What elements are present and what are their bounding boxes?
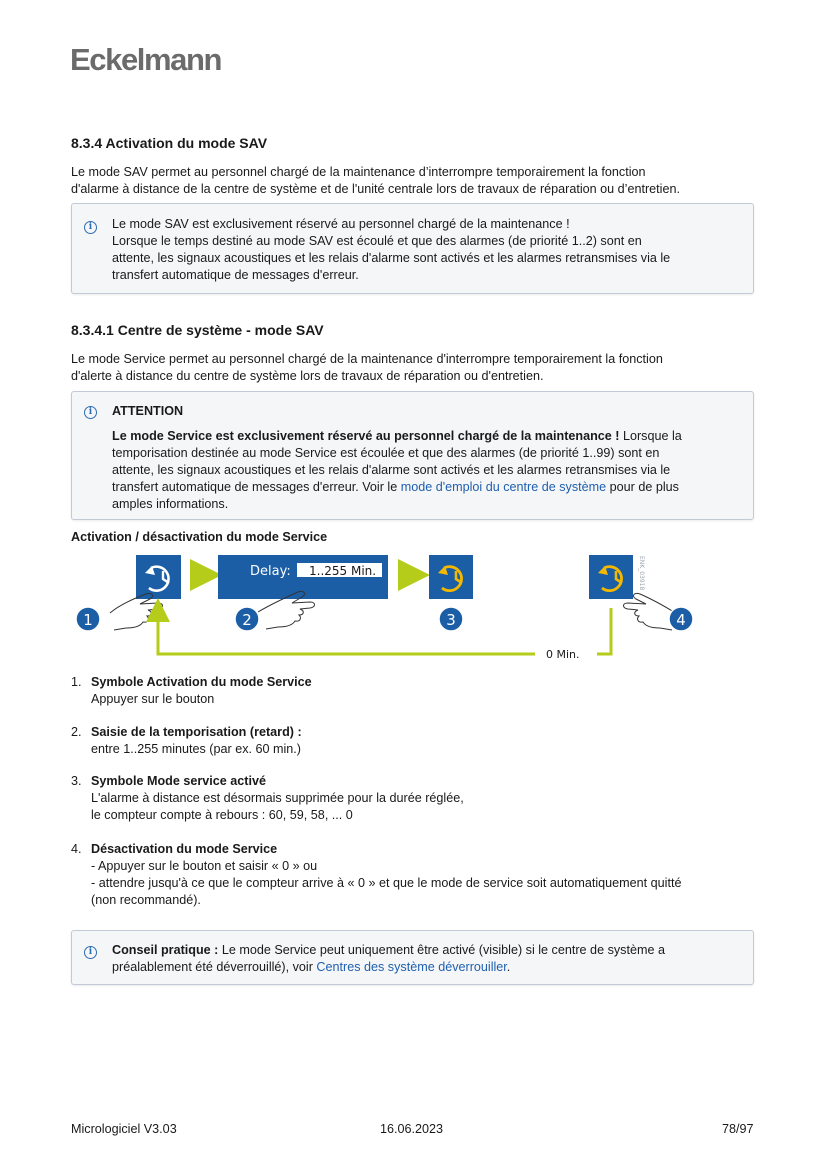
step-line: le compteur compte à rebours : 60, 59, 58, ... 0 <box>91 808 353 822</box>
step-line: - attendre jusqu'à ce que le compteur arrive à « 0 » et que le mode de service soit automatiquement quitté <box>91 876 682 890</box>
step-line: entre 1..255 minutes (par ex. 60 min.) <box>91 742 301 756</box>
tip-bold-lead: Conseil pratique : <box>112 943 219 957</box>
return-label: 0 Min. <box>546 648 580 661</box>
return-path <box>158 610 535 654</box>
subsection-heading: 8.3.4.1 Centre de système - mode SAV <box>71 322 324 338</box>
diagram-title: Activation / désactivation du mode Service <box>71 530 328 544</box>
info-note-line: attente, les signaux acoustiques et les relais d'alarme sont activés et les alarmes retransmises via le <box>112 251 671 265</box>
attention-line: temporisation destinée au mode Service est écoulée et que des alarmes (de priorité 1..99) sont en <box>112 446 660 460</box>
attention-text: pour de plus <box>606 480 679 494</box>
svg-text:3: 3 <box>446 611 456 629</box>
step-number: 4. <box>71 842 82 856</box>
attention-text: Lorsque la <box>619 429 682 443</box>
info-note-line: Lorsque le temps destiné au mode SAV est écoulé et que des alarmes (de priorité 1..2) sont en <box>112 234 642 248</box>
tip-text: . <box>506 960 511 974</box>
tip-text: Le mode Service peut uniquement être activé (visible) si le centre de système a <box>218 943 665 957</box>
step-badge-3 <box>439 607 463 631</box>
tip-line <box>112 959 739 976</box>
service-active-panel <box>429 555 473 599</box>
info-icon: i <box>84 221 97 234</box>
service-mode-diagram <box>60 548 710 668</box>
step-badge-2 <box>235 607 259 631</box>
step-badge-4 <box>669 607 693 631</box>
step-title: Saisie de la temporisation (retard) : <box>91 725 302 739</box>
return-path <box>597 608 611 654</box>
delay-value: 1..255 Min. <box>309 564 377 578</box>
info-note-line: transfert automatique de messages d'erreur. <box>112 268 359 282</box>
section-intro-line-2: d'alarme à distance de la centre de système et de l'unité centrale lors de travaux de réparation ou d’entretien. <box>71 182 680 196</box>
step-number: 2. <box>71 725 82 739</box>
step-badge-1 <box>76 607 100 631</box>
attention-line: attente, les signaux acoustiques et les relais d'alarme sont activés et les alarmes retransmises via le <box>112 463 671 477</box>
service-deactivate-panel[interactable] <box>589 555 633 599</box>
attention-text: transfert automatique de messages d'erreur. Voir le <box>112 480 401 494</box>
attention-line: amples informations. <box>112 497 229 511</box>
svg-text:1: 1 <box>83 611 93 629</box>
section-intro-line-1: Le mode SAV permet au personnel chargé de la maintenance d’interrompre temporairement la fonction <box>71 165 646 179</box>
step-line: - Appuyer sur le bouton et saisir « 0 » ou <box>91 859 318 873</box>
attention-title: ATTENTION <box>112 404 184 418</box>
section-heading: 8.3.4 Activation du mode SAV <box>71 135 268 151</box>
footer-page-number: 78/97 <box>722 1122 754 1136</box>
tip-note <box>71 930 754 985</box>
attention-note <box>71 391 754 520</box>
step-title: Symbole Mode service activé <box>91 774 266 788</box>
info-icon: i <box>84 946 97 959</box>
subsection-intro-line-1: Le mode Service permet au personnel chargé de la maintenance d'interrompre temporairement la fonction <box>71 352 663 366</box>
step-number: 1. <box>71 675 82 689</box>
attention-bold-lead: Le mode Service est exclusivement réservé au personnel chargé de la maintenance ! <box>112 429 620 443</box>
tip-line <box>112 942 739 959</box>
delay-input-panel[interactable] <box>218 555 388 599</box>
attention-line <box>112 479 739 496</box>
info-note <box>71 203 754 294</box>
eckelmann-logo: Eckelmann <box>70 42 222 77</box>
footer-firmware: Micrologiciel V3.03 <box>71 1122 177 1136</box>
svg-text:4: 4 <box>676 611 686 629</box>
attention-line <box>112 428 739 445</box>
subsection-intro-line-2: d'alerte à distance du centre de système lors de travaux de réparation ou d'entretien. <box>71 369 544 383</box>
svg-text:2: 2 <box>242 611 252 629</box>
step-title: Désactivation du mode Service <box>91 842 278 856</box>
step-line: (non recommandé). <box>91 893 201 907</box>
system-center-manual-link[interactable]: mode d'emploi du centre de système <box>400 480 607 494</box>
info-icon: i <box>84 406 97 419</box>
figure-code: ENK_03918 <box>638 556 645 591</box>
footer-date: 16.06.2023 <box>380 1122 444 1136</box>
step-line: L'alarme à distance est désormais supprimée pour la durée réglée, <box>91 791 464 805</box>
tip-text: préalablement été déverrouillé), voir <box>112 960 317 974</box>
step-title: Symbole Activation du mode Service <box>91 675 312 689</box>
unlock-system-centers-link[interactable]: Centres des système déverrouiller <box>316 960 507 974</box>
step-line: Appuyer sur le bouton <box>91 692 215 706</box>
delay-label: Delay: <box>250 564 291 579</box>
step-number: 3. <box>71 774 82 788</box>
info-note-line: Le mode SAV est exclusivement réservé au personnel chargé de la maintenance ! <box>112 217 570 231</box>
service-button-panel[interactable] <box>136 555 181 599</box>
